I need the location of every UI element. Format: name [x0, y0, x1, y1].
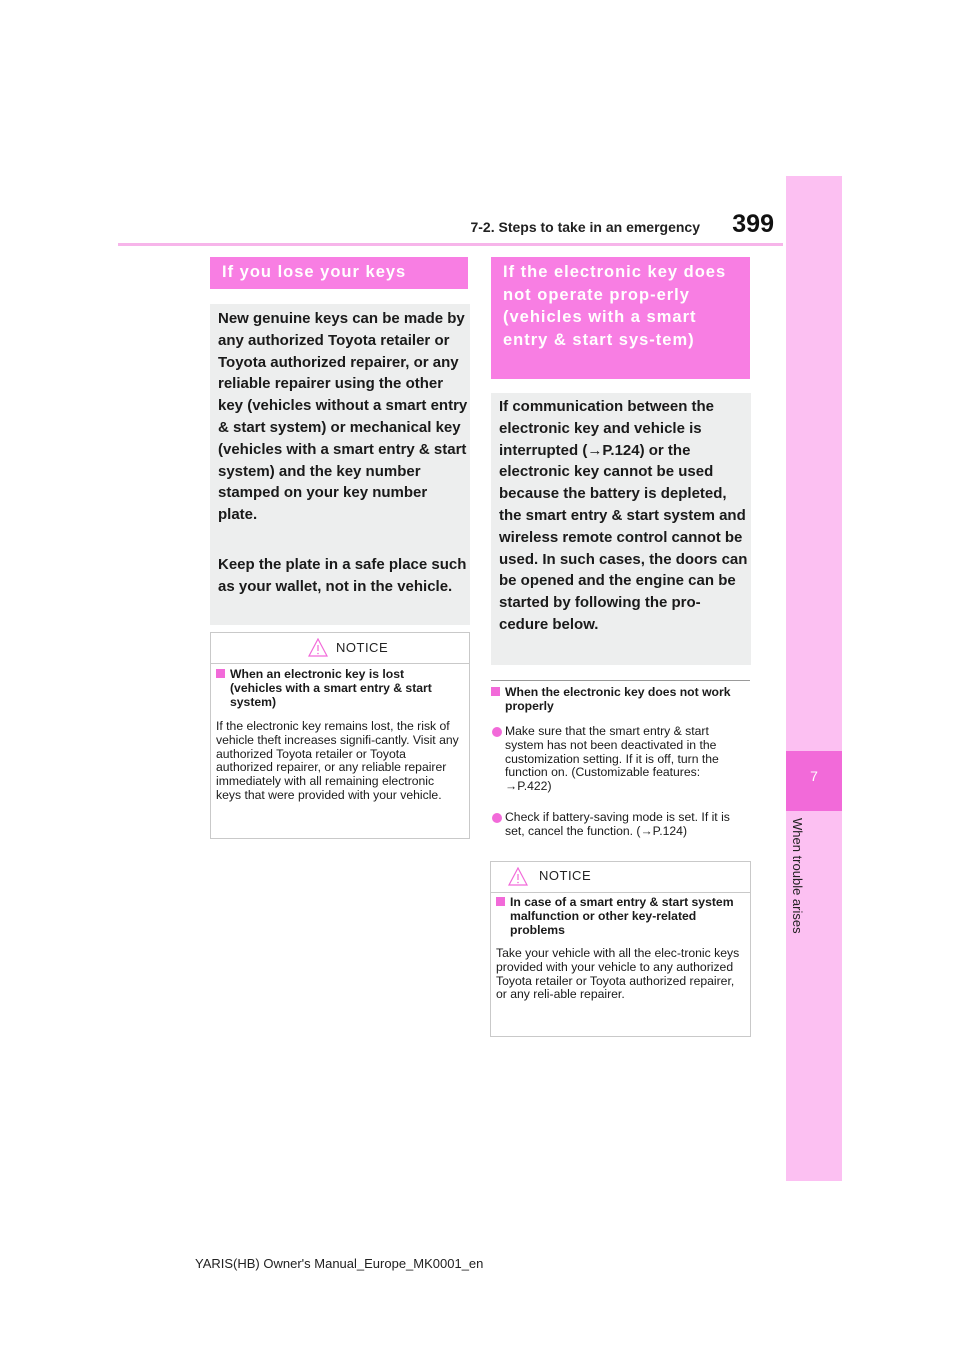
warning-triangle-icon — [308, 638, 328, 657]
notice-body: If the electronic key remains lost, the risk of vehicle theft increases signifi-cantly. Visit any authorized Toyota retailer or Toyota authorized repairer, or any reliable repairer immediately with all remaining electronic keys that were provided with your vehicle. — [216, 719, 459, 802]
notice-header — [211, 633, 469, 664]
banner-text: If you lose your keys — [222, 263, 407, 281]
notice-body: Take your vehicle with all the elec-tronic keys provided with your vehicle to any authorized Toyota retailer or Toyota authorized repairer, or any reli-able repairer. — [496, 946, 740, 1002]
notice-bullet-title: In case of a smart entry & start system malfunction or other key-related problems — [496, 896, 744, 910]
chapter-side-strip — [786, 176, 842, 1181]
warning-triangle-icon — [508, 867, 528, 886]
header-divider — [118, 243, 783, 246]
summary-box-key-malfunction — [491, 393, 751, 665]
info-title: When the electronic key does not work properly — [491, 685, 749, 699]
chapter-title — [788, 818, 808, 958]
footer-text: YARIS(HB) Owner's Manual_Europe_MK0001_en — [195, 1256, 484, 1271]
round-bullet-icon — [492, 727, 502, 737]
info-list-item: Make sure that the smart entry & start system has not been deactivated in the customization setting. If it is off, turn the function on. (Customizable features: →P.422) — [491, 725, 749, 795]
square-bullet-icon — [491, 687, 500, 696]
notice-label: NOTICE — [539, 868, 592, 883]
banner-text: If the electronic key does not operate prop-erly (vehicles with a smart entry & start sys-tem) — [503, 263, 727, 349]
square-bullet-icon — [496, 897, 505, 906]
notice-box-lost-key — [210, 632, 470, 839]
summary-paragraph: New genuine keys can be made by any authorized Toyota retailer or Toyota authorized repairer, or any reliable repairer using the other key (vehicles without a smart entry & start system) or mechanical key (vehicles with a smart entry & start system) and the key number stamped on your key number plate. — [218, 310, 468, 524]
section-title: 7-2. Steps to take in an emergency — [470, 219, 700, 235]
summary-paragraph: If communication between the electronic key and vehicle is interrupted (→P.124) or the electronic key cannot be used because the battery is depleted, the smart entry & start system and wireless remote control cannot be used. In such cases, the doors can be opened and the engine can be started by following the pro-cedure below. — [499, 398, 748, 633]
notice-header — [491, 862, 750, 893]
notice-bullet-title: When an electronic key is lost (vehicles with a smart entry & start system) — [216, 668, 456, 682]
chapter-number: 7 — [810, 768, 818, 784]
info-list-item: Check if battery-saving mode is set. If it is set, cancel the function. (→P.124) — [491, 811, 749, 841]
round-bullet-icon — [492, 813, 502, 823]
chapter-title-label: When trouble arises — [790, 818, 805, 934]
page-number: 399 — [732, 210, 774, 238]
square-bullet-icon — [216, 669, 225, 678]
summary-paragraph: Keep the plate in a safe place such as your wallet, not in the vehicle. — [218, 556, 467, 595]
summary-box-lost-keys — [210, 304, 470, 625]
notice-box-key-problems — [490, 861, 751, 1037]
section-banner-lost-keys — [210, 257, 468, 289]
notice-label: NOTICE — [336, 640, 389, 655]
info-divider — [491, 680, 750, 681]
section-banner-key-malfunction — [491, 257, 750, 379]
